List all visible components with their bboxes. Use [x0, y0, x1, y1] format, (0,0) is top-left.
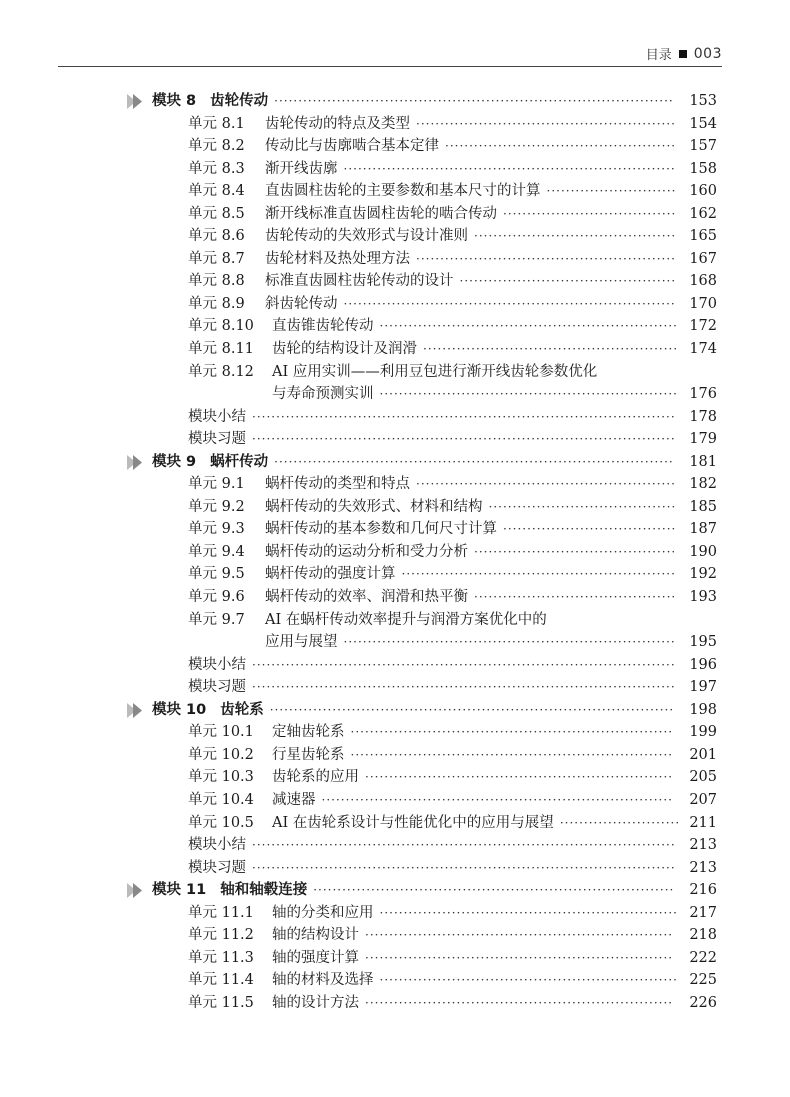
- toc-entry-row[interactable]: [0, 270, 790, 293]
- leader-dots: ···················································································: [274, 94, 674, 108]
- toc-entry-row[interactable]: [0, 180, 790, 203]
- chevron-marker-icon: [127, 94, 145, 109]
- entry-page: 162: [689, 205, 717, 222]
- leader-dots: ·····················································: [423, 342, 679, 357]
- entry-page: 201: [689, 746, 717, 763]
- entry-page: 226: [689, 994, 717, 1011]
- leader-dots: ···························: [546, 184, 677, 199]
- leader-dots: ························································································: [252, 680, 676, 695]
- entry-title: 轴的结构设计: [272, 927, 359, 944]
- entry-page: 165: [689, 228, 717, 245]
- unit-number: 单元 8.11: [188, 341, 254, 358]
- leader-dots: ································································: [365, 995, 674, 1010]
- toc-entry-row[interactable]: [0, 496, 790, 519]
- entry-title: 渐开线齿廓: [265, 160, 338, 177]
- leader-dots: ·····································································: [343, 161, 676, 176]
- toc-entry-row[interactable]: [0, 406, 790, 429]
- toc-entry-row[interactable]: [0, 158, 790, 181]
- entry-page: 170: [689, 295, 717, 312]
- entry-page: 179: [689, 431, 717, 448]
- unit-number: 单元 10.2: [188, 746, 254, 763]
- entry-title: 模块习题: [188, 679, 246, 696]
- entry-title: 行星齿轮系: [272, 746, 345, 763]
- toc-entry-row[interactable]: [0, 947, 790, 970]
- leader-dots: ·························································: [401, 567, 676, 582]
- leader-dots: ·····································································: [343, 296, 676, 311]
- entry-page: 185: [689, 498, 717, 515]
- entry-title: 应用与展望: [265, 634, 338, 651]
- toc-module-row[interactable]: [0, 699, 790, 722]
- toc-entry-row[interactable]: [0, 563, 790, 586]
- leader-dots: ····································: [503, 206, 677, 221]
- leader-dots: ··········································: [474, 544, 677, 559]
- page-header: [58, 44, 722, 67]
- entry-page: 205: [689, 769, 717, 786]
- entry-page: 213: [689, 859, 717, 876]
- unit-number: 单元 11.1: [188, 904, 254, 921]
- entry-page: 190: [689, 543, 717, 560]
- entry-title: 齿轮的结构设计及润滑: [272, 341, 417, 358]
- module-title: 轴和轴毂连接: [220, 882, 308, 899]
- entry-title: 轴的分类和应用: [272, 904, 374, 921]
- entry-page: 154: [689, 115, 717, 132]
- leader-dots: ···········································································: [313, 883, 675, 898]
- entry-title: 齿轮传动的特点及类型: [265, 115, 410, 132]
- module-number: 模块 8: [152, 93, 197, 109]
- toc-module-row[interactable]: [0, 879, 790, 902]
- entry-title: 传动比与齿廓啮合基本定律: [265, 138, 439, 155]
- unit-number: 单元 10.3: [188, 769, 254, 786]
- leader-dots: ································································: [365, 928, 674, 943]
- entry-title: 模块小结: [188, 837, 246, 854]
- entry-title: 斜齿轮传动: [265, 295, 338, 312]
- unit-number: 单元 8.5: [188, 205, 245, 222]
- entry-page: 218: [689, 927, 717, 944]
- leader-dots: ·························: [559, 815, 681, 830]
- unit-number: 单元 9.7: [188, 611, 245, 628]
- unit-number: 单元 8.8: [188, 273, 245, 290]
- entry-title: 渐开线标准直齿圆柱齿轮的啮合传动: [265, 205, 497, 222]
- module-title: 蜗杆传动: [210, 453, 269, 470]
- unit-number: 单元 10.1: [188, 724, 254, 741]
- square-icon: [679, 50, 687, 58]
- toc-entry-row[interactable]: [0, 315, 790, 338]
- chevron-marker-icon: [127, 703, 145, 718]
- unit-number: 单元 8.10: [188, 318, 254, 335]
- module-number: 模块 10: [152, 701, 207, 718]
- unit-number: 单元 8.7: [188, 250, 245, 267]
- leader-dots: ······················································: [416, 477, 676, 492]
- module-title: 齿轮传动: [210, 93, 269, 109]
- entry-page: 176: [689, 386, 717, 403]
- unit-number: 单元 8.2: [188, 138, 245, 155]
- toc-entry-row[interactable]: [0, 654, 790, 677]
- leader-dots: ························································································: [252, 838, 676, 853]
- entry-page: 213: [689, 837, 717, 854]
- toc-entry-row[interactable]: [0, 518, 790, 541]
- entry-title: 模块小结: [188, 656, 246, 673]
- entry-title: 蜗杆传动的类型和特点: [265, 476, 410, 493]
- entry-title: 轴的材料及选择: [272, 972, 374, 989]
- entry-title: 模块习题: [188, 859, 246, 876]
- toc-entry-row[interactable]: [0, 338, 790, 361]
- chevron-marker-icon: [127, 455, 145, 470]
- entry-title: 模块小结: [188, 408, 246, 425]
- unit-number: 单元 8.9: [188, 295, 245, 312]
- entry-page: 160: [689, 183, 717, 200]
- entry-page: 192: [689, 566, 717, 583]
- leader-dots: ·······································: [488, 499, 677, 514]
- entry-page: 153: [689, 93, 717, 109]
- toc-entry-row[interactable]: [0, 812, 790, 835]
- entry-title: 与寿命预测实训: [272, 386, 374, 403]
- toc-entry-row[interactable]: [0, 473, 790, 496]
- toc-entry-row[interactable]: [0, 428, 790, 451]
- toc-module-row[interactable]: [0, 90, 790, 113]
- toc-module-row[interactable]: [0, 451, 790, 474]
- entry-title: 蜗杆传动的运动分析和受力分析: [265, 543, 468, 560]
- entry-page: 216: [689, 882, 717, 899]
- leader-dots: ···················································································: [274, 454, 674, 469]
- unit-number: 单元 9.2: [188, 498, 245, 515]
- toc-entry-row[interactable]: [0, 361, 790, 384]
- unit-number: 单元 9.5: [188, 566, 245, 583]
- toc-entry-row[interactable]: [0, 586, 790, 609]
- unit-number: 单元 8.3: [188, 160, 245, 177]
- leader-dots: ···································································: [350, 747, 674, 762]
- leader-dots: ····································: [503, 522, 677, 537]
- entry-page: 199: [689, 724, 717, 741]
- table-of-contents: [0, 90, 790, 1014]
- toc-entry-row[interactable]: [0, 969, 790, 992]
- toc-entry-row[interactable]: [0, 248, 790, 271]
- page-number: 003: [693, 45, 722, 62]
- toc-entry-row[interactable]: [0, 676, 790, 699]
- unit-number: 单元 10.5: [188, 814, 254, 831]
- leader-dots: ··········································: [474, 590, 677, 605]
- toc-entry-row[interactable]: [0, 834, 790, 857]
- entry-page: 193: [689, 589, 717, 606]
- module-title: 齿轮系: [220, 701, 264, 718]
- entry-page: 222: [689, 949, 717, 966]
- toc-entry-row[interactable]: [0, 924, 790, 947]
- leader-dots: ·········································································: [321, 792, 673, 807]
- unit-number: 单元 8.4: [188, 183, 245, 200]
- toc-entry-row[interactable]: [0, 721, 790, 744]
- leader-dots: ·····································································: [343, 635, 676, 650]
- entry-page: 178: [689, 408, 717, 425]
- entry-page: 207: [689, 791, 717, 808]
- unit-number: 单元 9.6: [188, 589, 245, 606]
- leader-dots: ·············································: [459, 274, 677, 289]
- entry-title: AI 应用实训——利用豆包进行渐开线齿轮参数优化: [272, 363, 598, 380]
- entry-title: 蜗杆传动的失效形式、材料和结构: [265, 498, 483, 515]
- entry-title: 蜗杆传动的强度计算: [265, 566, 396, 583]
- leader-dots: ································································: [365, 950, 674, 965]
- leader-dots: ···································································: [350, 725, 674, 740]
- unit-number: 单元 8.6: [188, 228, 245, 245]
- entry-title: 齿轮系的应用: [272, 769, 359, 786]
- entry-page: 187: [689, 521, 717, 538]
- module-number: 模块 11: [152, 882, 207, 899]
- toc-entry-row[interactable]: [0, 992, 790, 1015]
- entry-page: 211: [689, 814, 717, 831]
- entry-title: 直齿圆柱齿轮的主要参数和基本尺寸的计算: [265, 183, 541, 200]
- unit-number: 单元 8.12: [188, 363, 254, 380]
- leader-dots: ······························································: [379, 319, 678, 334]
- entry-page: 182: [689, 476, 717, 493]
- unit-number: 单元 10.4: [188, 791, 254, 808]
- entry-title: AI 在蜗杆传动效率提升与润滑方案优化中的: [265, 611, 547, 628]
- entry-page: 181: [689, 453, 717, 470]
- entry-page: 196: [689, 656, 717, 673]
- entry-title: 直齿锥齿轮传动: [272, 318, 374, 335]
- entry-page: 225: [689, 972, 717, 989]
- section-label: 目录: [645, 48, 672, 63]
- entry-title: 定轴齿轮系: [272, 724, 345, 741]
- leader-dots: ······················································: [416, 251, 676, 266]
- unit-number: 单元 11.5: [188, 994, 254, 1011]
- entry-title: 标准直齿圆柱齿轮传动的设计: [265, 273, 454, 290]
- unit-number: 单元 11.3: [188, 949, 254, 966]
- entry-title: 齿轮传动的失效形式与设计准则: [265, 228, 468, 245]
- toc-entry-row[interactable]: [0, 789, 790, 812]
- module-number: 模块 9: [152, 453, 197, 470]
- toc-entry-row[interactable]: [0, 857, 790, 880]
- unit-number: 单元 9.4: [188, 543, 245, 560]
- leader-dots: ··········································: [474, 229, 677, 244]
- entry-page: 168: [689, 273, 717, 290]
- toc-entry-row[interactable]: [0, 631, 790, 654]
- leader-dots: ····················································································: [269, 702, 675, 717]
- entry-title: 模块习题: [188, 431, 246, 448]
- entry-page: 174: [689, 341, 717, 358]
- leader-dots: ························································································: [252, 432, 676, 447]
- toc-entry-row[interactable]: [0, 766, 790, 789]
- entry-page: 157: [689, 138, 717, 155]
- entry-page: 217: [689, 904, 717, 921]
- leader-dots: ······························································: [379, 387, 678, 402]
- toc-entry-row[interactable]: [0, 383, 790, 406]
- entry-title: 齿轮材料及热处理方法: [265, 250, 410, 267]
- leader-dots: ································································: [365, 770, 674, 785]
- leader-dots: ······················································: [416, 116, 676, 131]
- unit-number: 单元 9.1: [188, 476, 245, 493]
- leader-dots: ······························································: [379, 973, 678, 988]
- entry-title: 轴的强度计算: [272, 949, 359, 966]
- leader-dots: ························································································: [252, 409, 676, 424]
- leader-dots: ······························································: [379, 905, 678, 920]
- toc-entry-row[interactable]: [0, 203, 790, 226]
- unit-number: 单元 8.1: [188, 115, 245, 132]
- entry-title: 轴的设计方法: [272, 994, 359, 1011]
- entry-page: 167: [689, 250, 717, 267]
- toc-entry-row[interactable]: [0, 541, 790, 564]
- toc-entry-row[interactable]: [0, 135, 790, 158]
- entry-title: 蜗杆传动的效率、润滑和热平衡: [265, 589, 468, 606]
- entry-page: 158: [689, 160, 717, 177]
- entry-title: 蜗杆传动的基本参数和几何尺寸计算: [265, 521, 497, 538]
- entry-title: 减速器: [272, 791, 316, 808]
- toc-entry-row[interactable]: [0, 609, 790, 632]
- entry-page: 198: [689, 701, 717, 718]
- leader-dots: ························································································: [252, 860, 676, 875]
- running-head: [646, 44, 722, 63]
- leader-dots: ················································: [445, 139, 677, 154]
- entry-title: AI 在齿轮系设计与性能优化中的应用与展望: [272, 814, 554, 831]
- toc-entry-row[interactable]: [0, 113, 790, 136]
- unit-number: 单元 9.3: [188, 521, 245, 538]
- entry-page: 172: [689, 318, 717, 335]
- unit-number: 单元 11.2: [188, 927, 254, 944]
- toc-entry-row[interactable]: [0, 293, 790, 316]
- toc-entry-row[interactable]: [0, 744, 790, 767]
- entry-page: 197: [689, 679, 717, 696]
- leader-dots: ························································································: [252, 657, 676, 672]
- chevron-marker-icon: [127, 883, 145, 898]
- toc-entry-row[interactable]: [0, 225, 790, 248]
- toc-entry-row[interactable]: [0, 902, 790, 925]
- unit-number: 单元 11.4: [188, 972, 254, 989]
- entry-page: 195: [689, 634, 717, 651]
